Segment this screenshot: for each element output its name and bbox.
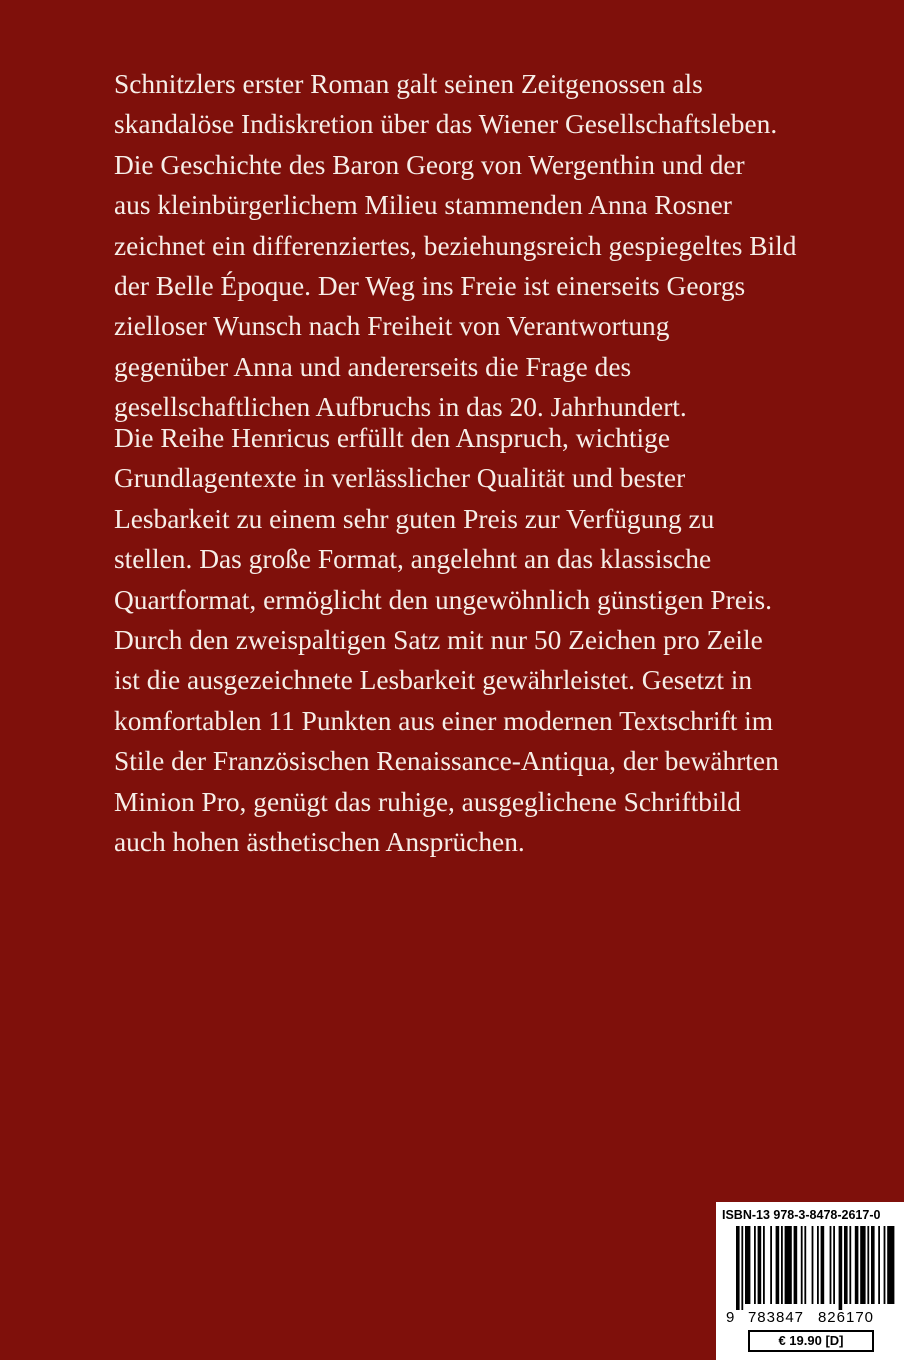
barcode-bar <box>855 1226 859 1304</box>
price-tag: € 19.90 [D] <box>748 1330 874 1352</box>
barcode-bar <box>741 1226 743 1310</box>
barcode-bars <box>736 1226 894 1310</box>
blurb-line: auch hohen ästhetischen Ansprüchen. <box>114 827 525 858</box>
blurb-paragraph-1 <box>114 64 804 428</box>
barcode-bar <box>785 1226 792 1304</box>
barcode-bar <box>745 1226 750 1304</box>
blurb-line: Lesbarkeit zu einem sehr guten Preis zur Verfügung zu <box>114 503 715 534</box>
barcode-bar <box>763 1226 765 1304</box>
blurb-line: skandalöse Indiskretion über das Wiener Gesellschaftsleben. <box>114 109 778 140</box>
blurb-line: gegenüber Anna und andererseits die Frage des <box>114 351 632 382</box>
blurb-line: Grundlagentexte in verlässlicher Qualität und bester <box>114 463 686 494</box>
barcode-bar <box>794 1226 798 1304</box>
barcode-bar <box>781 1226 783 1304</box>
blurb-paragraph-2 <box>114 418 804 862</box>
blurb-line: komfortablen 11 Punkten aus einer modernen Textschrift im <box>114 705 774 736</box>
barcode-digits-right: 826170 <box>817 1309 875 1326</box>
blurb-line: Schnitzlers erster Roman galt seinen Zeitgenossen als <box>114 69 703 99</box>
barcode-bar <box>860 1226 865 1304</box>
barcode-bar <box>736 1226 740 1310</box>
barcode-bar <box>821 1226 825 1304</box>
barcode-bar <box>884 1226 886 1304</box>
barcode-bar <box>770 1226 772 1304</box>
blurb-line: stellen. Das große Format, angelehnt an das klassische <box>114 544 712 575</box>
barcode-bar <box>867 1226 869 1304</box>
isbn-number: ISBN-13 978-3-8478-2617-0 <box>722 1208 881 1222</box>
barcode-bar <box>849 1226 851 1304</box>
barcode-bar <box>878 1226 880 1304</box>
blurb-line: Die Reihe Henricus erfüllt den Anspruch, wichtige <box>114 423 671 453</box>
barcode-bar <box>817 1226 819 1304</box>
barcode-bar <box>801 1226 803 1304</box>
barcode-bar <box>776 1226 780 1304</box>
blurb-line: zielloser Wunsch nach Freiheit von Verantwortung <box>114 311 670 342</box>
barcode-bar <box>812 1226 814 1304</box>
blurb-line: ist die ausgezeichnete Lesbarkeit gewährleistet. Gesetzt in <box>114 665 753 696</box>
blurb-line: Minion Pro, genügt das ruhige, ausgeglichene Schriftbild <box>114 786 741 817</box>
barcode-digits-left: 783847 <box>747 1309 805 1326</box>
barcode-bar <box>887 1226 894 1304</box>
barcode-bar <box>844 1226 848 1304</box>
isbn-barcode-label <box>716 1202 904 1360</box>
blurb-line: Quartformat, ermöglicht den ungewöhnlich günstigen Preis. <box>114 584 772 615</box>
barcode-bar <box>754 1226 756 1304</box>
blurb-line: Durch den zweispaltigen Satz mit nur 50 Zeichen pro Zeile <box>114 625 763 656</box>
barcode-bar <box>871 1226 875 1304</box>
blurb-line: der Belle Époque. Der Weg ins Freie ist einerseits Georgs <box>114 271 746 302</box>
blurb-line: Stile der Französischen Renaissance-Antiqua, der bewährten <box>114 746 779 777</box>
barcode-bar <box>804 1226 806 1304</box>
blurb-line: zeichnet ein differenziertes, beziehungsreich gespiegeltes Bild <box>114 230 797 261</box>
barcode-bar <box>758 1226 762 1304</box>
barcode-digit-lead: 9 <box>726 1309 735 1326</box>
blurb-line: aus kleinbürgerlichem Milieu stammenden Anna Rosner <box>114 190 732 221</box>
barcode-bar <box>833 1226 835 1304</box>
blurb-line: gesellschaftlichen Aufbruchs in das 20. Jahrhundert. <box>114 392 687 423</box>
barcode-bar <box>839 1226 843 1310</box>
blurb-line: Die Geschichte des Baron Georg von Wergenthin und der <box>114 149 745 180</box>
barcode-icon <box>724 1226 896 1326</box>
barcode-bar <box>830 1226 832 1304</box>
